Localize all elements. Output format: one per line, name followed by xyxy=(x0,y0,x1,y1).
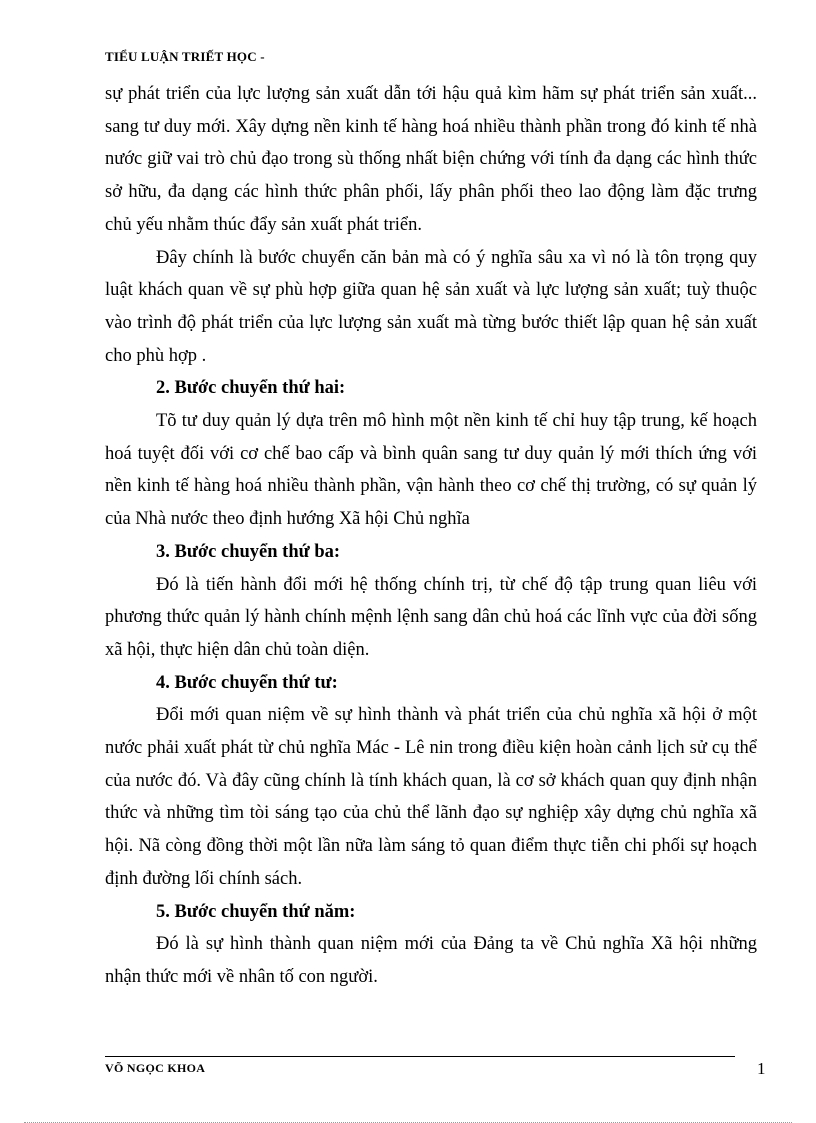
section-heading-3: 3. Bước chuyển thứ ba: xyxy=(156,541,341,562)
page-header-title: TIỂU LUẬN TRIẾT HỌC - xyxy=(105,49,265,64)
paragraph-socialism-concept: Đổi mới quan niệm về sự hình thành và phát triển của chủ nghĩa xã hội ở một nước phải xuất phát từ chủ nghĩa Mác - Lê nin trong điều kiện hoàn cảnh lịch sử cụ thể của nước đó. Và đây cũng chính là tính khách quan, là cơ sở khách quan quy định nhận thức và những tìm tòi sáng tạo của chủ thể lãnh đạo sự nghiệp xây dựng chủ nghĩa xã hội. Nã còng đồng thời một lần nữa làm sáng tỏ quan điểm thực tiễn chi phối sự hoạch định đường lối chính sách. xyxy=(105,705,757,889)
footer-divider xyxy=(105,1056,735,1057)
section-heading-5: 5. Bước chuyển thứ năm: xyxy=(156,901,356,922)
section-heading-4: 4. Bước chuyển thứ tư: xyxy=(156,672,338,693)
paragraph-human-factor: Đó là sự hình thành quan niệm mới của Đảng ta về Chủ nghĩa Xã hội những nhận thức mới về nhân tố con người. xyxy=(105,934,757,987)
paragraph-fundamental-shift: Đây chính là bước chuyển căn bản mà có ý nghĩa sâu xa vì nó là tôn trọng quy luật khách quan về sự phù hợp giữa quan hệ sản xuất và lực lượng sản xuất; tuỳ thuộc vào trình độ phát triển của lực lượng sản xuất mà từng bước thiết lập quan hệ sản xuất cho phù hợp . xyxy=(105,247,757,366)
section-heading-2: 2. Bước chuyển thứ hai: xyxy=(156,378,346,399)
document-body xyxy=(105,78,757,994)
paragraph-political-reform: Đó là tiến hành đổi mới hệ thống chính trị, từ chế độ tập trung quan liêu với phương thức quản lý hành chính mệnh lệnh sang dân chủ hoá các lĩnh vực của đời sống xã hội, thực hiện dân chủ toàn diện. xyxy=(105,574,757,660)
page-number: 1 xyxy=(757,1059,766,1078)
footer-author: VÕ NGỌC KHOA xyxy=(105,1061,206,1075)
paragraph-management-thinking: Tõ tư duy quản lý dựa trên mô hình một nền kinh tế chỉ huy tập trung, kế hoạch hoá tuyệt đối với cơ chế bao cấp và bình quân sang tư duy quản lý mới thích ứng với nền kinh tế hàng hoá nhiều thành phần, vận hành theo cơ chế thị trường, có sự quản lý của Nhà nước theo định hướng Xã hội Chủ nghĩa xyxy=(105,411,757,530)
paragraph-continuation: sự phát triển của lực lượng sản xuất dẫn tới hậu quả kìm hãm sự phát triển sản xuất... sang tư duy mới. Xây dựng nền kinh tế hàng hoá nhiều thành phần trong đó kinh tế nhà nước giữ vai trò chủ đạo trong sù thống nhất biện chứng với tính đa dạng các hình thức sở hữu, đa dạng các hình thức phân phối, lấy phân phối theo lao động làm đặc trưng chủ yếu nhằm thúc đẩy sản xuất phát triển. xyxy=(105,84,757,235)
